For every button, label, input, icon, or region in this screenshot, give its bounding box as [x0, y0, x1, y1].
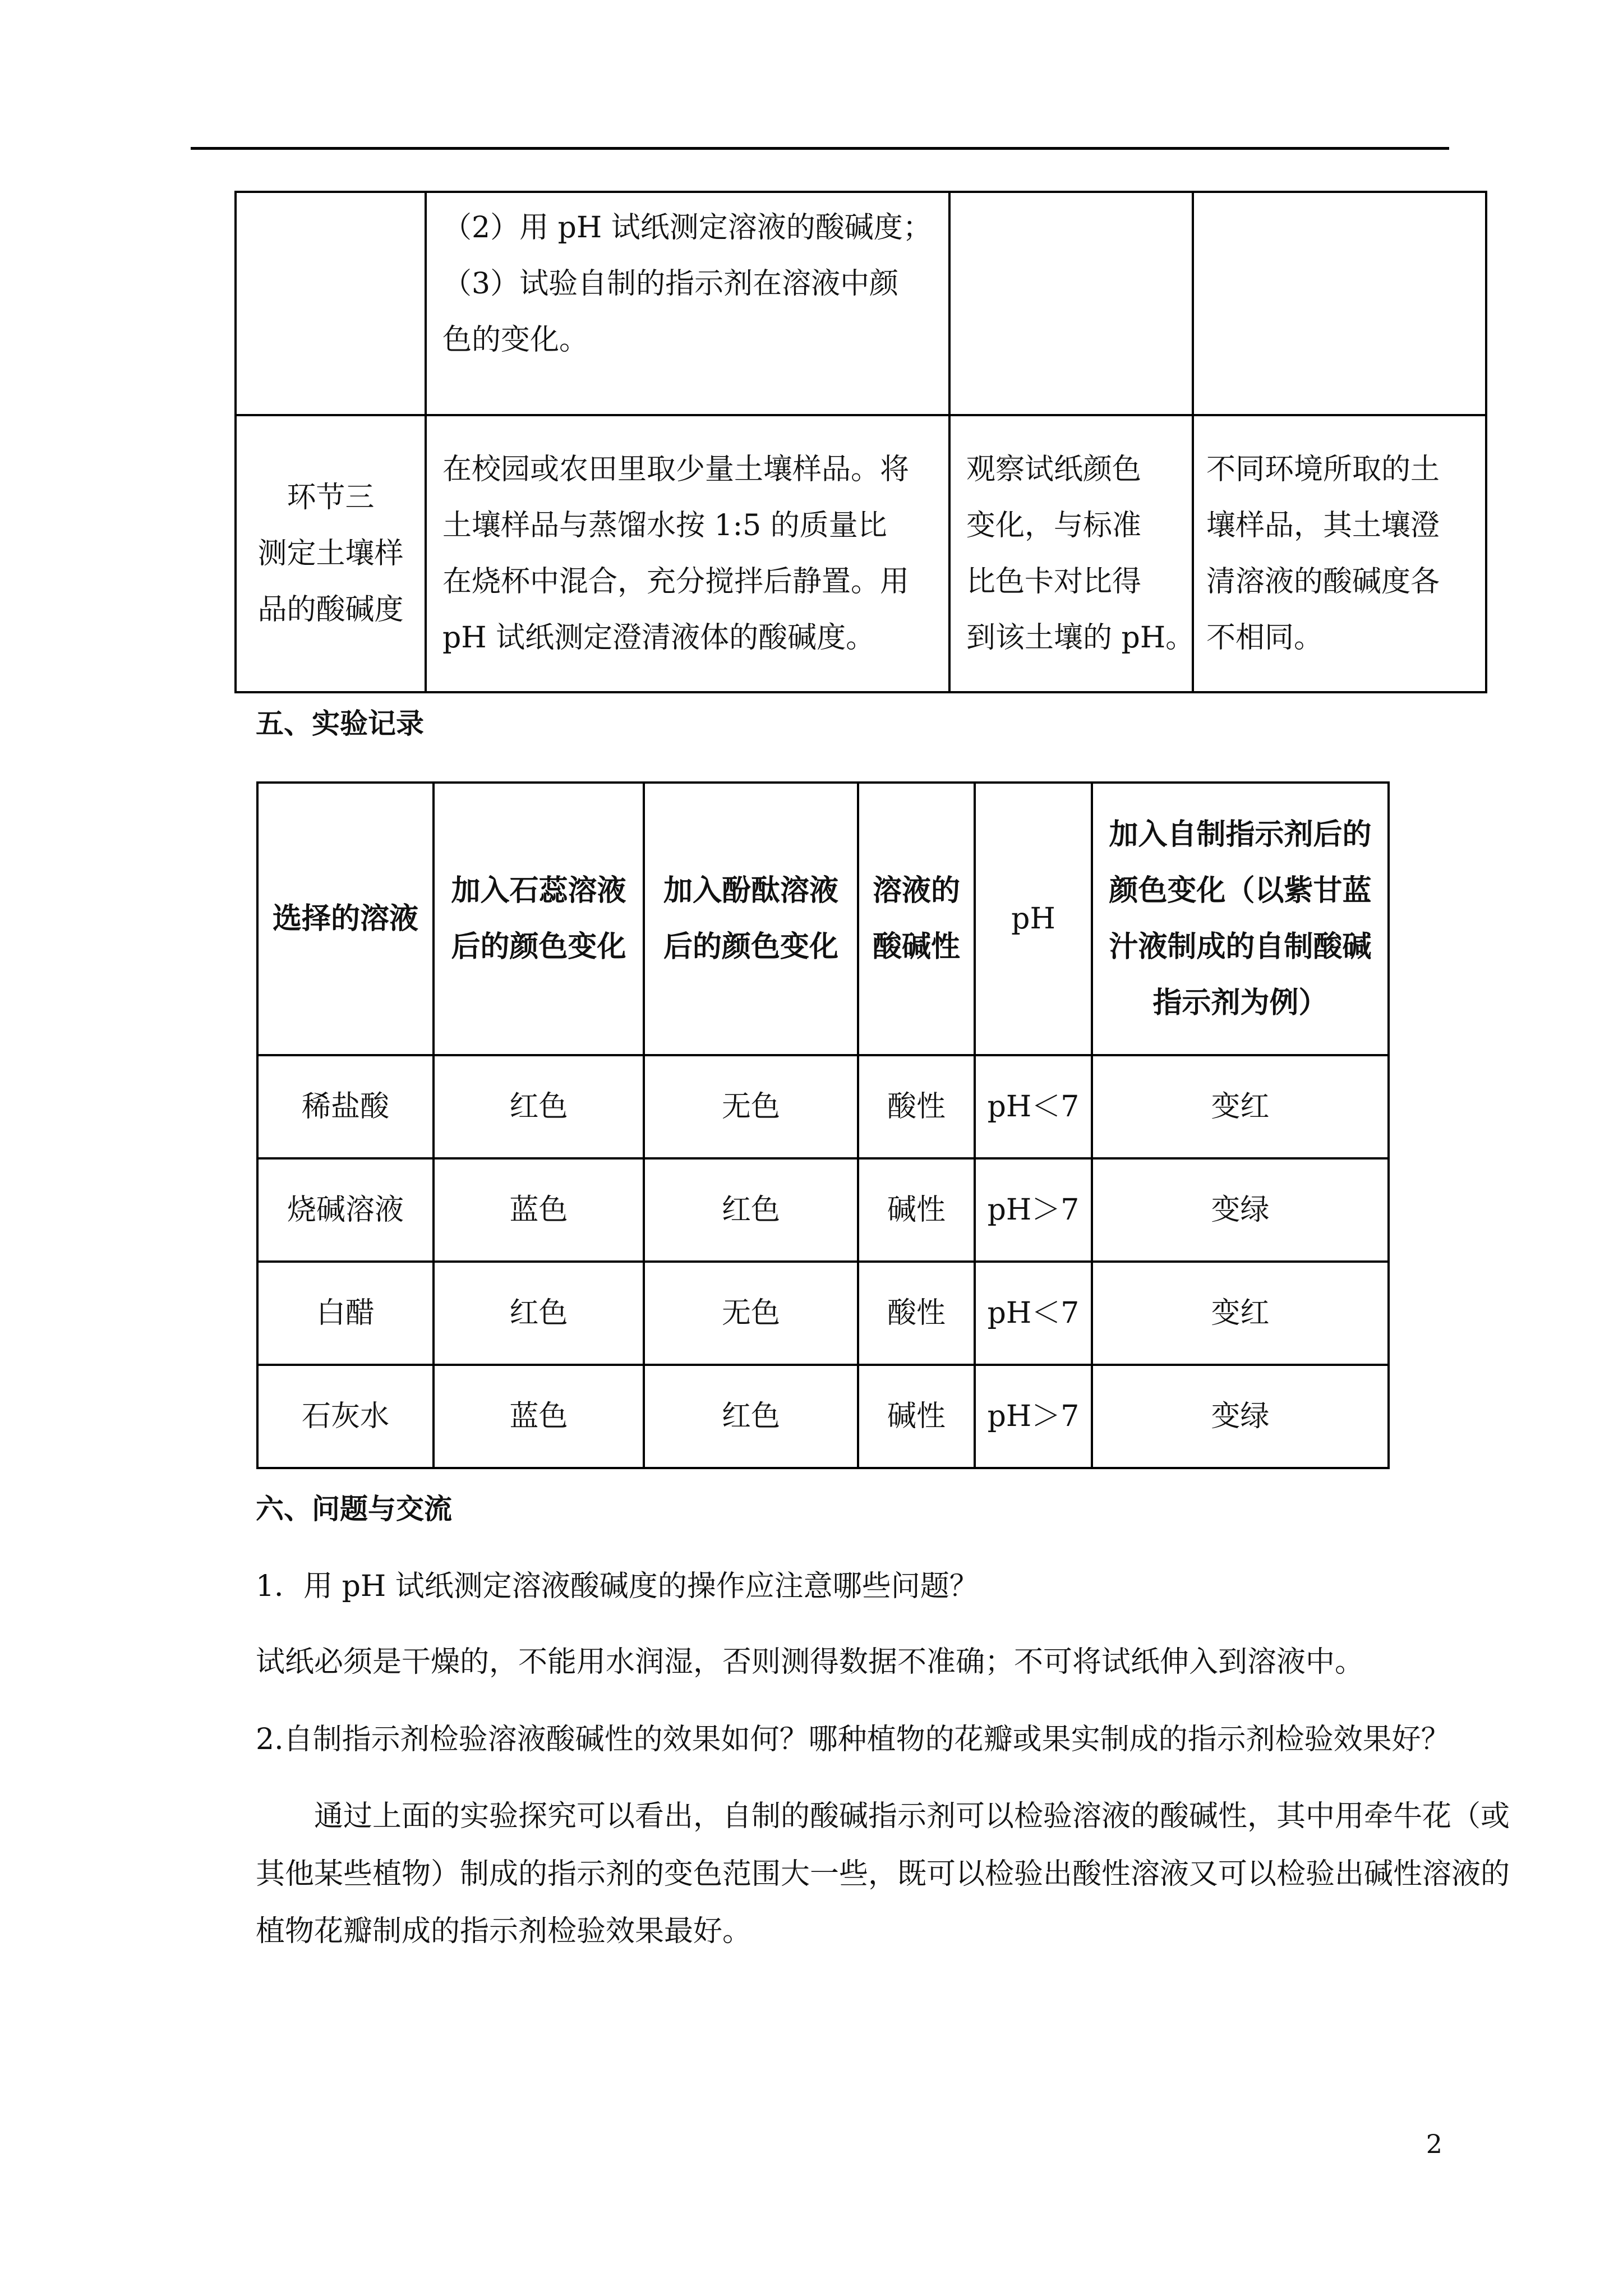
section-heading-record: 五、实验记录: [256, 707, 424, 740]
section-heading-questions: 六、问题与交流: [256, 1493, 452, 1525]
table-cell: 蓝色: [434, 1365, 644, 1468]
table-cell: pH＞7: [975, 1365, 1092, 1468]
step-line: （3）试验自制的指示剂在溶液中颜: [442, 267, 899, 301]
table-cell: 碱性: [858, 1365, 975, 1468]
table-cell: 变红: [1092, 1262, 1389, 1365]
answer-1: 试纸必须是干燥的，不能用水润湿，否则测得数据不准确；不可将试纸伸入到溶液中。: [256, 1645, 1364, 1679]
table-cell: 碱性: [858, 1158, 975, 1262]
table-row: [257, 1365, 1389, 1468]
question-2: 2.自制指示剂检验溶液酸碱性的效果如何？哪种植物的花瓣或果实制成的指示剂检验效果好？: [256, 1723, 1450, 1756]
table-cell: pH＜7: [975, 1262, 1092, 1365]
header-cell: 加入石蕊溶液 后的颜色变化: [434, 783, 644, 1055]
table-cell: 变红: [1092, 1055, 1389, 1158]
table-row: [257, 1158, 1389, 1262]
table-row: [236, 192, 1486, 415]
table-cell: 蓝色: [434, 1158, 644, 1262]
table-cell: 酸性: [858, 1262, 975, 1365]
header-cell: 加入自制指示剂后的 颜色变化（以紫甘蓝 汁液制成的自制酸碱 指示剂为例）: [1092, 783, 1389, 1055]
answer-2-line: 其他某些植物）制成的指示剂的变色范围大一些，既可以检验出酸性溶液又可以检验出碱性溶液的: [256, 1857, 1510, 1891]
experiment-steps-table: [234, 191, 1487, 693]
header-cell: 溶液的 酸碱性: [858, 783, 975, 1055]
stage-conclusion: 不同环境所取的土 壤样品，其土壤澄 清溶液的酸碱度各 不相同。: [1193, 415, 1486, 692]
table-row: [257, 1262, 1389, 1365]
table-header-row: [257, 783, 1389, 1055]
stage-title: 环节三 测定土壤样 品的酸碱度: [236, 415, 426, 692]
header-cell: pH: [975, 783, 1092, 1055]
step-line: 色的变化。: [442, 323, 589, 357]
step-line: （2）用 pH 试纸测定溶液的酸碱度；: [442, 211, 932, 245]
table-cell: 红色: [644, 1158, 858, 1262]
table-row: [257, 1055, 1389, 1158]
table-cell: 变绿: [1092, 1365, 1389, 1468]
experiment-record-table: [256, 781, 1390, 1469]
table-row: [236, 415, 1486, 692]
header-cell: 选择的溶液: [257, 783, 434, 1055]
stage-observation: 观察试纸颜色 变化，与标准 比色卡对比得 到该土壤的 pH。: [949, 415, 1193, 692]
table-cell: 无色: [644, 1262, 858, 1365]
table-cell: 石灰水: [257, 1365, 434, 1468]
table-cell: 白醋: [257, 1262, 434, 1365]
table-cell: 稀盐酸: [257, 1055, 434, 1158]
table-cell: 红色: [434, 1262, 644, 1365]
answer-2-line: 通过上面的实验探究可以看出，自制的酸碱指示剂可以检验溶液的酸碱性，其中用牵牛花（或: [314, 1800, 1510, 1833]
header-rule: [191, 147, 1449, 150]
header-cell: 加入酚酞溶液 后的颜色变化: [644, 783, 858, 1055]
stage-procedure: 在校园或农田里取少量土壤样品。将 土壤样品与蒸馏水按 1:5 的质量比 在烧杯中混合，充分搅拌后静置。用 pH 试纸测定澄清液体的酸碱度。: [426, 415, 949, 692]
table-cell: pH＜7: [975, 1055, 1092, 1158]
page-number: 2: [1426, 2129, 1442, 2159]
table-cell: 红色: [644, 1365, 858, 1468]
table-cell: 烧碱溶液: [257, 1158, 434, 1262]
table-cell: pH＞7: [975, 1158, 1092, 1262]
table-cell: 变绿: [1092, 1158, 1389, 1262]
table-cell: 红色: [434, 1055, 644, 1158]
question-1: 1．用 pH 试纸测定溶液酸碱度的操作应注意哪些问题？: [256, 1570, 979, 1603]
table-cell: 无色: [644, 1055, 858, 1158]
answer-2-line: 植物花瓣制成的指示剂检验效果最好。: [256, 1915, 752, 1948]
table-cell: 酸性: [858, 1055, 975, 1158]
